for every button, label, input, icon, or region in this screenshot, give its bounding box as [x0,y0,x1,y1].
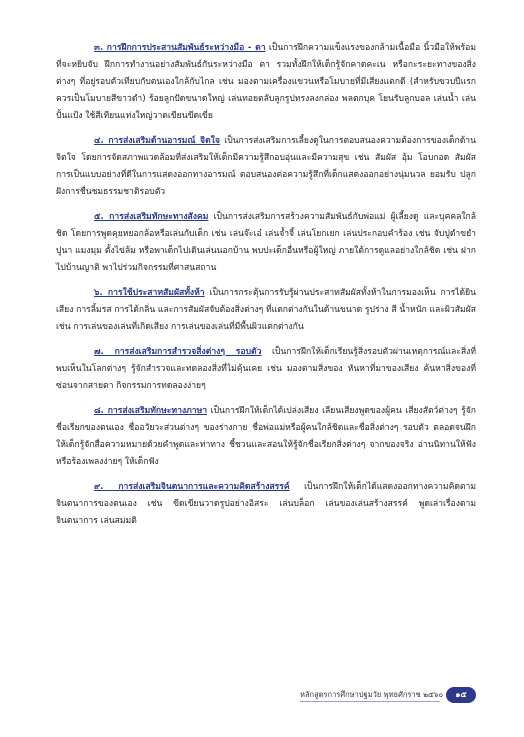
heading-8: ๘. การส่งเสริมทักษะทางภาษา [94,406,208,416]
paragraph-text-6: เป็นการกระตุ้นการรับรู้ผ่านประสาทสัมผัสทั้งห้าในการมองเห็น การได้ยินเสียง การลิ้มรส การได้กลิ่น และการสัมผัสจับต้องสิ่งต่างๆ ที่แตกต่างกันในด้านขนาด รูปร่าง สี น้ำหนัก และผิวสัมผัส เช่น การเล่นของเล่นที่เกิดเสียง การเล่นของเล่นที่มีพื้นผิวแตกต่างกัน [56,288,476,332]
paragraph-text-9: เป็นการฝึกให้เด็กได้แสดงออกทางความคิดตามจินตนาการของตนเอง เช่น ขีดเขียนวาดรูปอย่างอิสระ เล่นบล็อก เล่นของเล่นสร้างสรรค์ พูดเล่าเรื่องตามจินตนาการ เล่นสมมติ [56,482,476,526]
paragraph-text-8: เป็นการฝึกให้เด็กได้เปล่งเสียง เลียนเสียงพูดของผู้คน เสียงสัตว์ต่างๆ รู้จักชื่อเรียกของตนเอง ชื่ออวัยวะส่วนต่างๆ ของร่างกาย ชื่อพ่อแม่หรือผู้คนใกล้ชิดและชื่อสิ่งต่างๆ รอบตัว ตลอดจนฝึกให้เด็กรู้จักสื่อความหมายด้วยคำพูดและท่าทาง ชี้ชวนและสอนให้รู้จักชื่อเรียกสิ่งต่างๆ จากของจริง อ่านนิทานให้ฟัง หรือร้องเพลงง่ายๆ ให้เด็กฟัง [56,406,476,467]
paragraph-6 [56,285,476,336]
heading-3: ๓. การฝึกการประสานสัมพันธ์ระหว่างมือ - ตา [94,43,266,53]
heading-7: ๗. การส่งเสริมการสำรวจสิ่งต่างๆ รอบตัว [94,347,262,357]
footer-title: หลักสูตรการศึกษาปฐมวัย พุทธศักราช ๒๕๖๐ [300,690,444,699]
page-number: ๑๕ [446,687,476,703]
heading-5: ๕. การส่งเสริมทักษะทางสังคม [94,212,209,222]
document-body [56,40,476,538]
paragraph-5 [56,209,476,277]
paragraph-9 [56,479,476,530]
heading-6: ๖. การใช้ประสาทสัมผัสทั้งห้า [94,288,205,298]
heading-4: ๔. การส่งเสริมด้านอารมณ์ จิตใจ [94,136,220,146]
paragraph-text-7: เป็นการฝึกให้เด็กเรียนรู้สิ่งรอบตัวผ่านเหตุการณ์และสิ่งที่พบเห็นในโลกต่างๆ รู้จักสำรวจและทดลองสิ่งที่ไม่คุ้นเคย เช่น มองตามสิ่งของ หันหาที่มาของเสียง ค้นหาสิ่งของที่ซ่อนจากสายตา กิจกรรมการทดลองง่ายๆ [56,347,476,391]
paragraph-8 [56,403,476,471]
paragraph-text-3: เป็นการฝึกความแข็งแรงของกล้ามเนื้อมือ นิ้วมือให้พร้อมที่จะหยิบจับ ฝึกการทำงานอย่างสัมพันธ์กันระหว่างมือ ตา รวมทั้งฝึกให้เด็กรู้จักคาดคะเน หรือกะระยะทางของสิ่งต่างๆ ที่อยู่รอบตัวเทียบกับตนเองใกล้กับไกล เช่น มองตามเครื่องแขวนหรือโมบายที่มีเสียงแตกดี (สำหรับขวบปีแรก ควรเป็นโมบายสีขาวดำ) ร้อยลูกปัดขนาดใหญ่ เล่นทอยตลับลูกรูปทรงลงกล่อง พลตกบุค โยนรับลูกบอล เล่นน้ำ เล่นปั้นแป้ง ใช้สีเทียนแท่งใหญ่วาดเขียนขีดเขี่ย [56,43,476,121]
footer-divider [300,701,440,702]
paragraph-7 [56,344,476,395]
page-footer [300,689,475,703]
paragraph-text-5: เป็นการส่งเสริมการสร้างความสัมพันธ์กับพ่อแม่ ผู้เลี้ยงดู และบุคคลใกล้ชิด โดยการพูดคุยหยอกล้อหรือเล่นกับเด็ก เช่น เล่นจ๊ะเอ๋ เล่นจ้ำจี้ เล่นโยกเยก เล่นประกอบคำร้อง เช่น จับปูดำขยำปูนา แมงมุม ตั้งไข่ล้ม หรือพาเด็กไปเดินเล่นนอกบ้าน พบปะเด็กอื่นหรือผู้ใหญ่ ภายใต้การดูแลอย่างใกล้ชิด เช่น ฝากไปบ้านญาติ พาไปร่วมกิจกรรมที่ศาสนสถาน [56,212,477,273]
heading-9: ๙. การส่งเสริมจินตนาการและความคิดสร้างสรรค์ [94,482,290,492]
paragraph-3 [56,40,476,125]
paragraph-text-4: เป็นการส่งเสริมการเลี้ยงดูในการตอบสนองความต้องการของเด็กด้านจิตใจ โดยการจัดสภาพแวดล้อมที่ส่งเสริมให้เด็กมีความรู้สึกอบอุ่นและมีความสุข เช่น สัมผัส อุ้ม โอบกอด สัมผัส การเป็นแบบอย่างที่ดีในการแสดงออกทางอารมณ์ ตอบสนองต่อความรู้สึกที่เด็กแสดงออกอย่างนุ่มนวล ยอมรับ ปลูกฝังการชื่นชมธรรมชาติรอบตัว [56,136,477,197]
paragraph-4 [56,133,476,201]
